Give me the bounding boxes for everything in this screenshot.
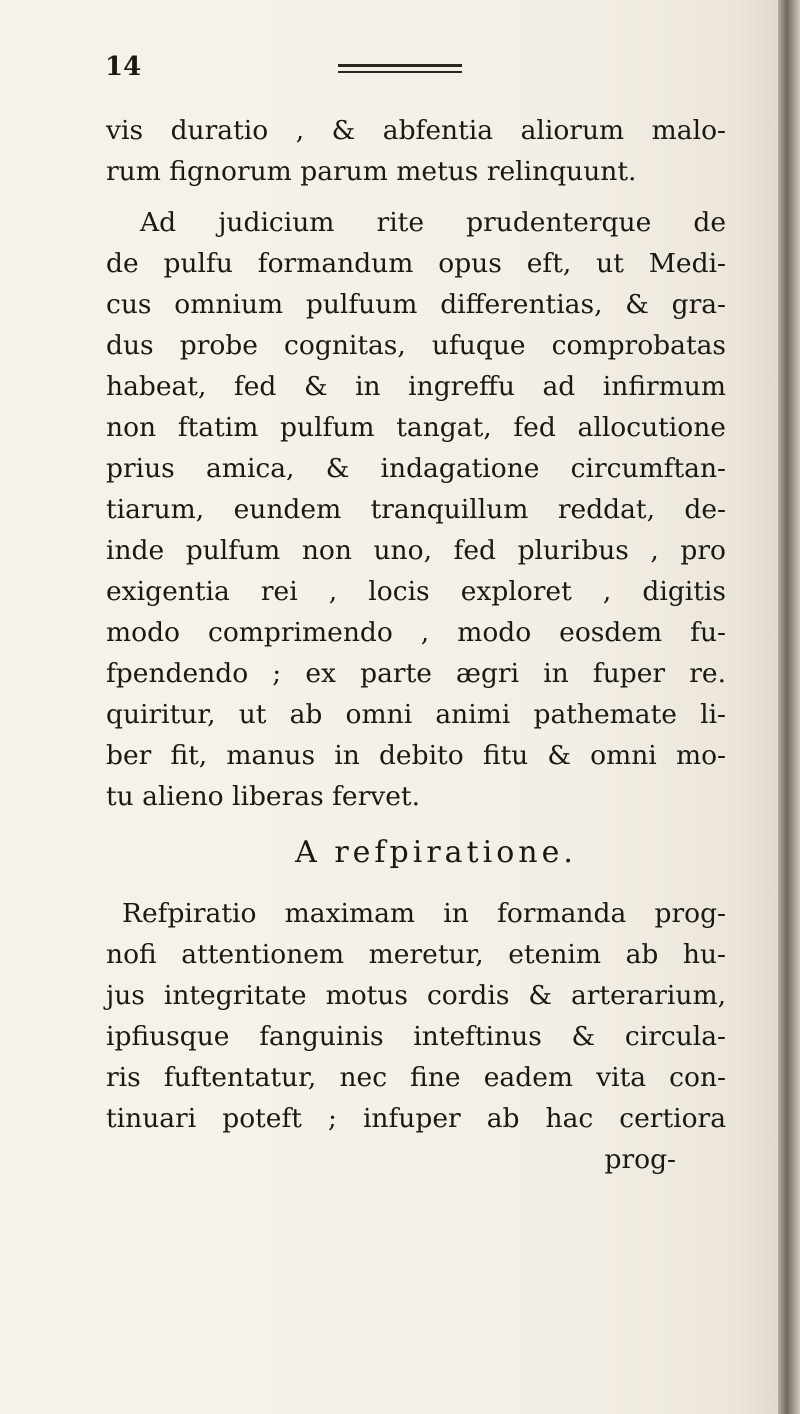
text-line: dus probe cognitas, ufuque comprobatas xyxy=(106,330,726,361)
text-line: cus omnium pulfuum differentias, & gra- xyxy=(106,289,726,320)
main-text xyxy=(106,110,726,1180)
text-line: prius amica, & indagatione circumftan- xyxy=(106,453,726,484)
header-rule xyxy=(338,64,462,73)
text-line: nofi attentionem meretur, etenim ab hu- xyxy=(106,939,726,970)
page-number: 14 xyxy=(105,52,142,82)
text-line: non ftatim pulfum tangat, fed allocutione xyxy=(106,412,726,443)
paragraph-2 xyxy=(106,202,726,817)
text-line: exigentia rei , locis exploret , digitis xyxy=(106,576,726,607)
text-line: rum fignorum parum metus relinquunt. xyxy=(106,156,637,187)
text-line: tinuari poteft ; infuper ab hac certiora xyxy=(106,1103,726,1134)
text-line: Refpiratio maximam in formanda prog- xyxy=(122,898,726,929)
text-line: ris fuftentatur, nec fine eadem vita con- xyxy=(106,1062,726,1093)
text-line: tu alieno liberas fervet. xyxy=(106,781,420,812)
text-line: fpendendo ; ex parte ægri in fuper re. xyxy=(106,658,726,689)
binding-edge xyxy=(778,0,800,1414)
text-line: jus integritate motus cordis & arterarium, xyxy=(106,980,726,1011)
section-heading: A refpiratione. xyxy=(295,835,577,870)
text-line: ipfiusque fanguinis inteftinus & circula- xyxy=(106,1021,726,1052)
text-line: Ad judicium rite prudenterque de xyxy=(140,207,726,238)
catchword: prog- xyxy=(604,1144,676,1175)
text-line: habeat, fed & in ingreffu ad infirmum xyxy=(106,371,726,402)
text-line: inde pulfum non uno, fed pluribus , pro xyxy=(106,535,726,566)
text-line: quiritur, ut ab omni animi pathemate li- xyxy=(106,699,726,730)
paragraph-3 xyxy=(106,893,726,1180)
text-line: vis duratio , & abfentia aliorum malo- xyxy=(106,115,726,146)
text-line: modo comprimendo , modo eosdem fu- xyxy=(106,617,726,648)
paragraph-1 xyxy=(106,110,726,192)
text-line: ber fit, manus in debito fitu & omni mo- xyxy=(106,740,726,771)
text-line: tiarum, eundem tranquillum reddat, de- xyxy=(106,494,726,525)
text-line: de pulfu formandum opus eft, ut Medi- xyxy=(106,248,726,279)
